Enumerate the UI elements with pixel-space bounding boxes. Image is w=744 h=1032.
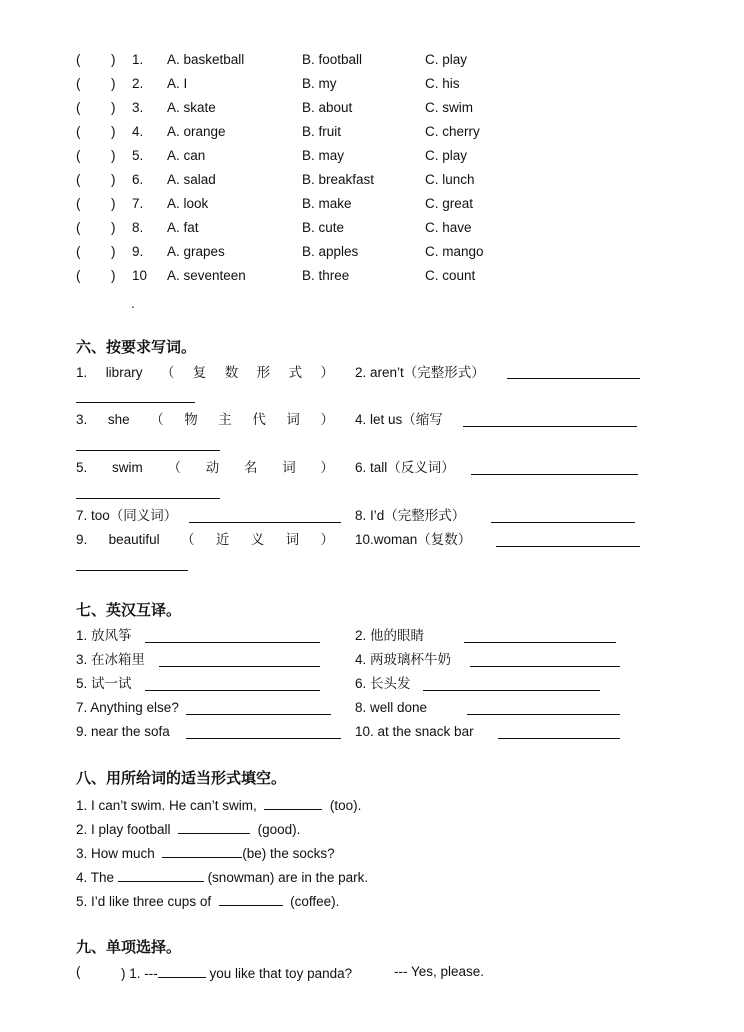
option-a: A. basketball [167,52,245,67]
q6-8-label: 8. I’d（完整形式） [355,508,466,523]
q8-3-blank[interactable] [162,843,242,858]
q6-1-blank[interactable] [76,402,195,403]
answer-paren-close[interactable]: ) [111,244,116,259]
q6-5-row: 5. swim （ 动 名 词 ） [76,460,334,475]
answer-paren-open[interactable]: ( [76,100,81,115]
answer-paren-close[interactable]: ) [111,268,116,283]
q9-1-blank[interactable] [158,963,206,978]
q7-4-label: 4. 两玻璃杯牛奶 [355,652,452,667]
choice-number: 3. [132,100,144,115]
answer-paren-open[interactable]: ( [76,172,81,187]
q7-10-blank[interactable] [498,738,620,739]
option-b: B. cute [302,220,345,235]
q7-4-blank[interactable] [470,666,620,667]
q6-10-blank[interactable] [496,546,640,547]
q6-4-blank[interactable] [463,426,637,427]
q6-4-label: 4. let us（缩写 [355,412,443,427]
q7-1-blank[interactable] [145,642,320,643]
option-b: B. make [302,196,352,211]
option-c: C. play [425,52,468,67]
answer-paren-open[interactable]: ( [76,220,81,235]
choice-number: 10 [132,268,148,283]
option-b: B. football [302,52,363,67]
q8-3: 3. How much (be) the socks? [76,843,335,863]
choice-number: 2. [132,76,144,91]
q6-5-blank[interactable] [76,498,220,499]
option-c: C. play [425,148,468,163]
choice-number: 4. [132,124,144,139]
q8-5-blank[interactable] [219,891,283,906]
q6-3-row: 3. she （ 物 主 代 词 ） [76,412,334,427]
q6-7-blank[interactable] [189,522,341,523]
answer-paren-close[interactable]: ) [111,196,116,211]
q8-2: 2. I play football (good). [76,819,300,839]
q7-8-label: 8. well done [355,700,428,715]
answer-paren-close[interactable]: ) [111,220,116,235]
answer-paren-close[interactable]: ) [111,172,116,187]
q6-3-blank[interactable] [76,450,220,451]
q6-2-blank[interactable] [507,378,640,379]
q6-9-row: 9. beautiful （ 近 义 词 ） [76,532,334,547]
option-c: C. mango [425,244,484,259]
q7-2-label: 2. 他的眼睛 [355,628,425,643]
q8-1: 1. I can’t swim. He can’t swim, (too). [76,795,361,815]
option-a: A. seventeen [167,268,246,283]
answer-paren-open[interactable]: ( [76,196,81,211]
option-c: C. swim [425,100,473,115]
q6-2-label: 2. aren’t（完整形式） [355,365,485,380]
answer-paren-close[interactable]: ) [111,100,116,115]
q7-1-label: 1. 放风筝 [76,628,132,643]
q8-4: 4. The (snowman) are in the park. [76,867,368,887]
q7-2-blank[interactable] [464,642,616,643]
option-b: B. my [302,76,337,91]
answer-paren-open[interactable]: ( [76,124,81,139]
answer-paren-open[interactable]: ( [76,244,81,259]
answer-paren-close[interactable]: ) [111,148,116,163]
option-a: A. can [167,148,206,163]
q7-10-label: 10. at the snack bar [355,724,474,739]
option-a: A. look [167,196,209,211]
choice-number: 6. [132,172,144,187]
answer-paren-close[interactable]: ) [111,76,116,91]
q7-3-label: 3. 在冰箱里 [76,652,146,667]
choice-number: 8. [132,220,144,235]
q7-7-blank[interactable] [186,714,331,715]
q7-6-blank[interactable] [423,690,600,691]
answer-paren-open[interactable]: ( [76,268,81,283]
answer-paren-close[interactable]: ) [111,52,116,67]
q8-5: 5. I’d like three cups of (coffee). [76,891,339,911]
choice-number: 5. [132,148,144,163]
option-b: B. may [302,148,345,163]
trailing-dot: . [131,296,135,311]
option-a: A. salad [167,172,216,187]
option-c: C. have [425,220,472,235]
choice-number: 1. [132,52,144,67]
q6-8-blank[interactable] [491,522,635,523]
q9-1-answer: --- Yes, please. [394,964,485,979]
section6-heading: 六、按要求写词。 [76,339,197,356]
answer-paren-open[interactable]: ( [76,52,81,67]
q7-7-label: 7. Anything else? [76,700,179,715]
q8-2-blank[interactable] [178,819,250,834]
q7-9-blank[interactable] [186,738,341,739]
option-a: A. skate [167,100,216,115]
section8-heading: 八、用所给词的适当形式填空。 [76,770,287,787]
option-c: C. his [425,76,460,91]
option-a: A. orange [167,124,226,139]
q7-8-blank[interactable] [467,714,620,715]
choice-number: 9. [132,244,144,259]
q8-4-blank[interactable] [118,867,204,882]
option-b: B. three [302,268,350,283]
option-b: B. breakfast [302,172,375,187]
section7-heading: 七、英汉互译。 [76,602,182,619]
q6-6-blank[interactable] [471,474,638,475]
option-c: C. count [425,268,476,283]
option-c: C. lunch [425,172,475,187]
q8-1-blank[interactable] [264,795,322,810]
answer-paren-open[interactable]: ( [76,148,81,163]
q7-5-blank[interactable] [145,690,320,691]
option-b: B. fruit [302,124,342,139]
q6-10-label: 10.woman（复数） [355,532,472,547]
choice-number: 7. [132,196,144,211]
q6-1-row: 1. library （ 复 数 形 式 ） [76,365,334,380]
option-c: C. great [425,196,474,211]
q7-3-blank[interactable] [159,666,320,667]
option-a: A. grapes [167,244,225,259]
q9-1: ) 1. --- you like that toy panda? [121,963,352,983]
q9-1-open-paren[interactable]: ( [76,964,81,979]
option-c: C. cherry [425,124,480,139]
q7-9-label: 9. near the sofa [76,724,170,739]
option-b: B. about [302,100,353,115]
option-a: A. I [167,76,188,91]
answer-paren-open[interactable]: ( [76,76,81,91]
option-b: B. apples [302,244,359,259]
answer-paren-close[interactable]: ) [111,124,116,139]
q6-7-label: 7. too（同义词） [76,508,178,523]
q7-5-label: 5. 试一试 [76,676,132,691]
q6-6-label: 6. tall（反义词） [355,460,455,475]
q7-6-label: 6. 长头发 [355,676,411,691]
q6-9-blank[interactable] [76,570,188,571]
section9-heading: 九、单项选择。 [76,939,182,956]
option-a: A. fat [167,220,199,235]
